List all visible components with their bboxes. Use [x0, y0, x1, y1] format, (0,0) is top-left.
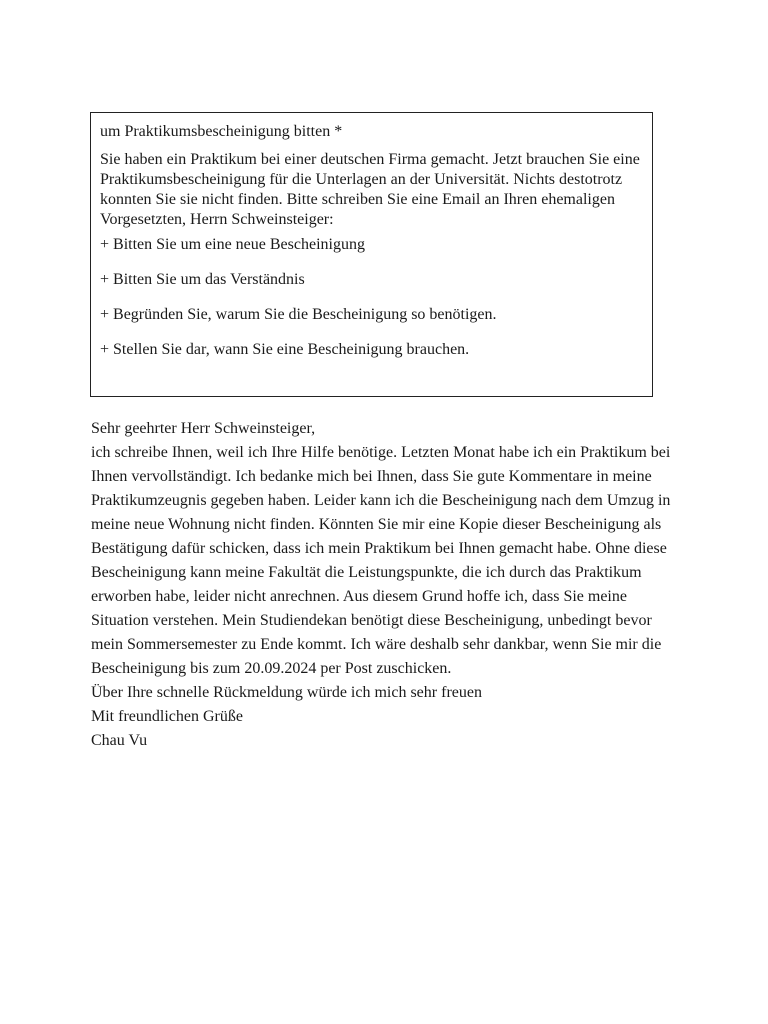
task-bullet: + Stellen Sie dar, wann Sie eine Bescheinigung brauchen.	[100, 341, 470, 358]
task-prompt-box	[90, 112, 653, 397]
task-bullet: + Bitten Sie um eine neue Bescheinigung	[100, 236, 365, 253]
letter-sign-off: Mit freundlichen Grüße	[91, 708, 243, 725]
task-description: Sie haben ein Praktikum bei einer deutschen Firma gemacht. Jetzt brauchen Sie eine Praktikumsbescheinigung für die Unterlagen an der Universität. Nichts destotrotz konnten Sie sie nicht finden. Bitte schreiben Sie eine Email an Ihren ehemaligen Vorgesetzten, Herrn Schweinsteiger:	[100, 151, 640, 228]
task-bullet: + Bitten Sie um das Verständnis	[100, 271, 305, 288]
task-bullet: + Begründen Sie, warum Sie die Bescheinigung so benötigen.	[100, 306, 497, 323]
letter-signature: Chau Vu	[91, 732, 148, 749]
letter-body: ich schreibe Ihnen, weil ich Ihre Hilfe benötige. Letzten Monat habe ich ein Praktikum bei Ihnen vervollständigt. Ich bedanke mich bei Ihnen, dass Sie gute Kommentare in meine Praktikumzeugnis gegeben haben. Leider kann ich die Bescheinigung nach dem Umzug in meine neue Wohnung nicht finden. Könnten Sie mir eine Kopie dieser Bescheinigung als Bestätigung dafür schicken, dass ich mein Praktikum bei Ihnen gemacht habe. Ohne diese Bescheinigung kann meine Fakultät die Leistungspunkte, die ich durch das Praktikum erworben habe, leider nicht anrechnen. Aus diesem Grund hoffe ich, dass Sie meine Situation verstehen. Mein Studiendekan benötigt diese Bescheinigung, unbedingt bevor mein Sommersemester zu Ende kommt. Ich wäre deshalb sehr dankbar, wenn Sie mir die Bescheinigung bis zum 20.09.2024 per Post zuschicken.	[91, 444, 671, 677]
letter-response	[91, 417, 676, 753]
letter-salutation: Sehr geehrter Herr Schweinsteiger,	[91, 420, 316, 437]
task-bullet-list	[100, 235, 643, 360]
letter-closing-line: Über Ihre schnelle Rückmeldung würde ich mich sehr freuen	[91, 684, 482, 701]
task-title: um Praktikumsbescheinigung bitten *	[100, 123, 343, 140]
